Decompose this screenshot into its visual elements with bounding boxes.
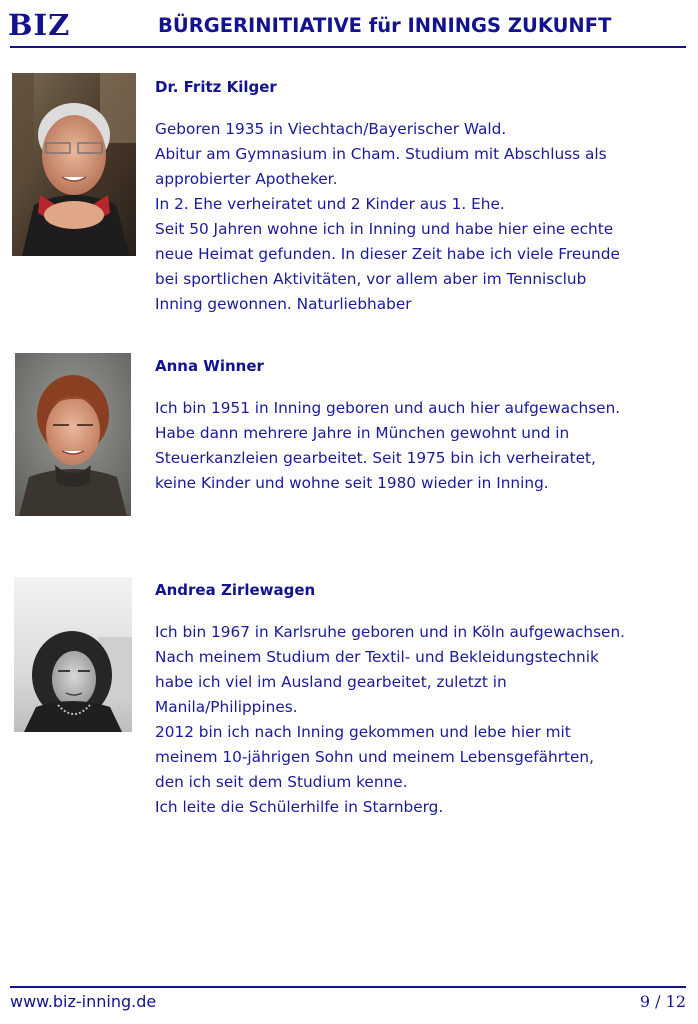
bio-line: neue Heimat gefunden. In dieser Zeit habe ich viele Freunde — [155, 245, 620, 263]
bio-line: den ich seit dem Studium kenne. — [155, 773, 408, 791]
person-bio — [155, 396, 685, 496]
website-link[interactable]: www.biz-inning.de — [10, 992, 157, 1011]
bio-line: keine Kinder und wohne seit 1980 wieder in Inning. — [155, 474, 549, 492]
bio-line: Ich bin 1951 in Inning geboren und auch hier aufgewachsen. — [155, 399, 621, 417]
logo-text: BIZ — [8, 8, 71, 42]
header-divider — [10, 46, 686, 48]
photo-fritz-kilger — [12, 73, 136, 256]
bio-line: Abitur am Gymnasium in Cham. Studium mit Abschluss als — [155, 145, 607, 163]
bio-line: Habe dann mehrere Jahre in München gewohnt und in — [155, 424, 570, 442]
bio-line: Ich leite die Schülerhilfe in Starnberg. — [155, 798, 444, 816]
biz-logo — [8, 8, 70, 42]
bio-line: meinem 10-jährigen Sohn und meinem Lebensgefährten, — [155, 748, 594, 766]
bio-line: Nach meinem Studium der Textil- und Bekleidungstechnik — [155, 648, 599, 666]
page-number: 9 / 12 — [639, 992, 686, 1011]
bio-line: Seit 50 Jahren wohne ich in Inning und habe hier eine echte — [155, 220, 614, 238]
person-bio — [155, 620, 685, 820]
person-name: Dr. Fritz Kilger — [155, 78, 277, 96]
person-entry — [155, 356, 685, 496]
footer-divider — [10, 986, 686, 988]
bio-line: Inning gewonnen. Naturliebhaber — [155, 295, 412, 313]
bio-line: approbierter Apotheker. — [155, 170, 338, 188]
bio-line: Ich bin 1967 in Karlsruhe geboren und in Köln aufgewachsen. — [155, 623, 626, 641]
photo-anna-winner — [15, 353, 131, 516]
photo-andrea-zirlewagen — [14, 577, 132, 732]
bio-line: In 2. Ehe verheiratet und 2 Kinder aus 1. Ehe. — [155, 195, 505, 213]
bio-line: Geboren 1935 in Viechtach/Bayerischer Wald. — [155, 120, 507, 138]
bio-line: 2012 bin ich nach Inning gekommen und lebe hier mit — [155, 723, 571, 741]
person-name: Andrea Zirlewagen — [155, 581, 316, 599]
page-title: BÜRGERINITIATIVE für INNINGS ZUKUNFT — [158, 14, 612, 37]
person-entry — [155, 580, 685, 820]
bio-line: Steuerkanzleien gearbeitet. Seit 1975 bin ich verheiratet, — [155, 449, 596, 467]
bio-line: Manila/Philippines. — [155, 698, 298, 716]
person-bio — [155, 117, 685, 317]
person-name: Anna Winner — [155, 357, 264, 375]
bio-line: bei sportlichen Aktivitäten, vor allem aber im Tennisclub — [155, 270, 587, 288]
person-entry — [155, 77, 685, 317]
bio-line: habe ich viel im Ausland gearbeitet, zuletzt in — [155, 673, 507, 691]
